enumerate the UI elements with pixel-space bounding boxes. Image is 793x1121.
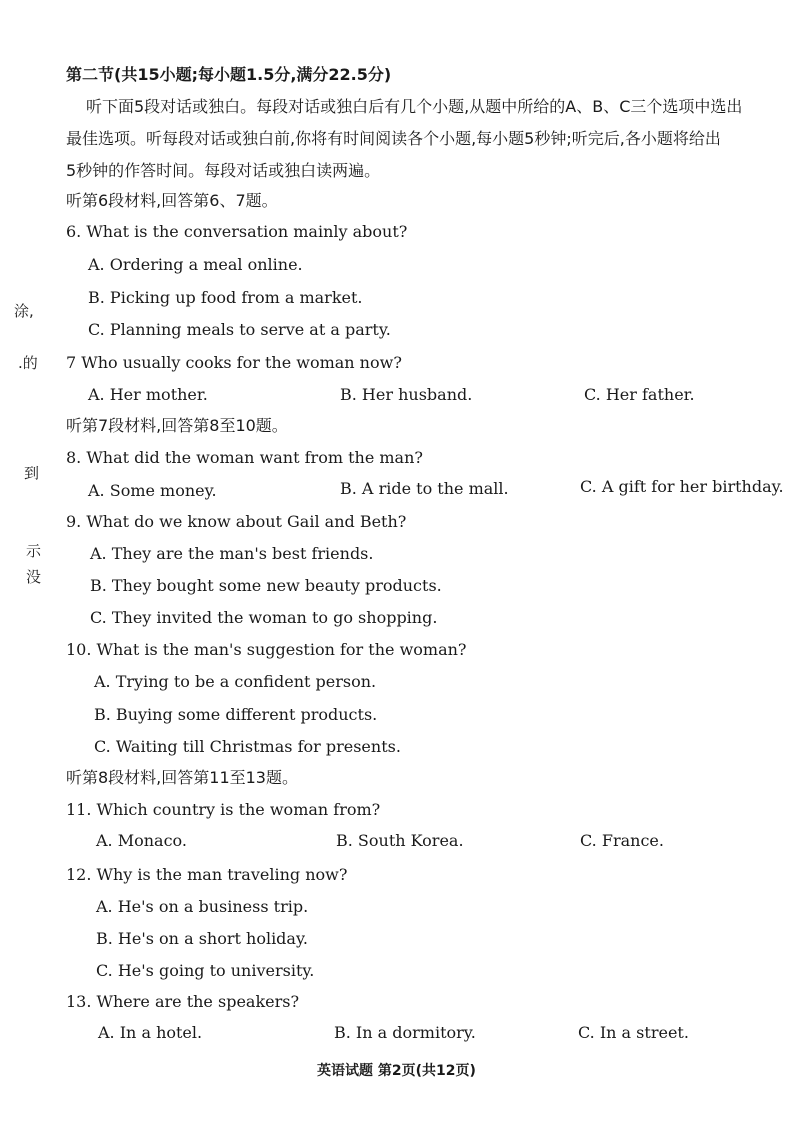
option-a: A. Her mother.	[88, 385, 208, 404]
option-c: C. In a street.	[578, 1023, 689, 1042]
instruction-line: 5秒钟的作答时间。每段对话或独白读两遍。	[66, 161, 381, 180]
option-b: B. Her husband.	[340, 385, 473, 404]
question-stem: 10. What is the man's suggestion for the woman?	[66, 640, 467, 659]
option-a: A. They are the man's best friends.	[90, 544, 374, 563]
option-c: C. They invited the woman to go shopping.	[90, 608, 438, 627]
question-stem: 9. What do we know about Gail and Beth?	[66, 512, 407, 531]
question-stem: 12. Why is the man traveling now?	[66, 865, 348, 884]
option-b: B. Buying some different products.	[94, 705, 378, 724]
margin-fragment: 涂,	[14, 302, 34, 320]
option-b: B. They bought some new beauty products.	[90, 576, 442, 595]
option-c: C. He's going to university.	[96, 961, 315, 980]
instruction-line: 最佳选项。听每段对话或独白前,你将有时间阅读各个小题,每小题5秒钟;听完后,各小题将给出	[66, 129, 721, 148]
margin-fragment: 示	[26, 542, 42, 560]
option-a: A. Ordering a meal online.	[88, 255, 303, 274]
question-stem: 8. What did the woman want from the man?	[66, 448, 423, 467]
option-a: A. Some money.	[88, 481, 217, 500]
group-heading: 听第7段材料,回答第8至10题。	[66, 416, 288, 435]
section-title: 第二节(共15小题;每小题1.5分,满分22.5分)	[66, 65, 392, 84]
option-b: B. South Korea.	[336, 831, 464, 850]
question-stem: 6. What is the conversation mainly about?	[66, 222, 408, 241]
question-stem: 7 Who usually cooks for the woman now?	[66, 353, 402, 372]
option-b: B. Picking up food from a market.	[88, 288, 363, 307]
option-a: A. Trying to be a confident person.	[94, 672, 377, 691]
page-footer: 英语试题 第2页(共12页)	[317, 1063, 476, 1079]
margin-fragment: 到	[24, 464, 40, 482]
option-b: B. A ride to the mall.	[340, 479, 509, 498]
option-a: A. In a hotel.	[98, 1023, 203, 1042]
option-c: C. Planning meals to serve at a party.	[88, 320, 391, 339]
group-heading: 听第8段材料,回答第11至13题。	[66, 768, 298, 787]
option-c: C. Her father.	[584, 385, 695, 404]
instruction-line: 听下面5段对话或独白。每段对话或独白后有几个小题,从题中所给的A、B、C三个选项中选出	[86, 97, 743, 116]
option-a: A. Monaco.	[96, 831, 187, 850]
margin-fragment: .的	[18, 354, 38, 372]
option-c: C. France.	[580, 831, 664, 850]
margin-fragment: 没	[26, 568, 42, 586]
question-stem: 11. Which country is the woman from?	[66, 800, 381, 819]
option-b: B. He's on a short holiday.	[96, 929, 308, 948]
option-c: C. Waiting till Christmas for presents.	[94, 737, 401, 756]
option-c: C. A gift for her birthday.	[580, 477, 784, 496]
option-b: B. In a dormitory.	[334, 1023, 476, 1042]
option-a: A. He's on a business trip.	[96, 897, 309, 916]
group-heading: 听第6段材料,回答第6、7题。	[66, 191, 278, 210]
question-stem: 13. Where are the speakers?	[66, 992, 300, 1011]
